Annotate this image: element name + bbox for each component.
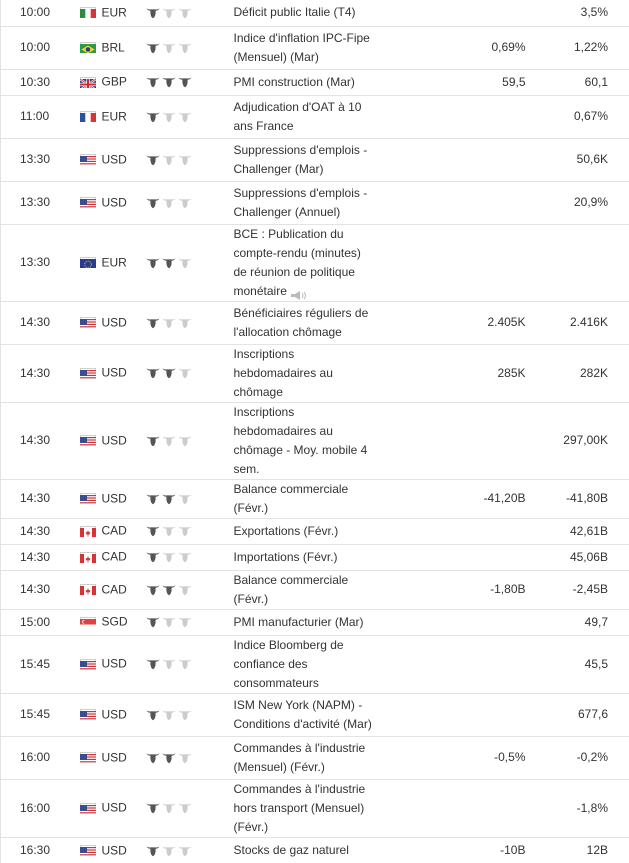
currency-cell — [80, 693, 146, 736]
forecast-value — [382, 138, 532, 181]
bull-icon — [162, 845, 176, 857]
speech-icon — [291, 287, 307, 296]
currency-cell — [80, 0, 146, 26]
currency-cell — [80, 26, 146, 69]
event-label[interactable]: ISM New York (NAPM) - Conditions d'activité (Mar) — [234, 698, 372, 731]
calendar-row[interactable] — [1, 26, 629, 69]
event-label[interactable]: Indice d'inflation IPC-Fipe (Mensuel) (Mar) — [234, 31, 370, 64]
event-name[interactable] — [234, 301, 382, 344]
bull-icon — [146, 493, 160, 505]
importance-rating — [146, 181, 234, 224]
event-name[interactable] — [234, 69, 382, 95]
currency-code: USD — [102, 433, 127, 447]
currency-code: CAD — [102, 582, 127, 596]
currency-code: EUR — [102, 255, 127, 269]
calendar-row[interactable] — [1, 635, 629, 693]
currency-cell — [80, 837, 146, 863]
importance-rating — [146, 570, 234, 609]
currency-cell — [80, 69, 146, 95]
calendar-row[interactable] — [1, 609, 629, 635]
event-time: 10:00 — [1, 26, 80, 69]
bull-icon — [178, 111, 192, 123]
bull-icon — [146, 317, 160, 329]
actual-value: -0,2% — [532, 736, 629, 779]
actual-value: 45,06B — [532, 544, 629, 570]
event-label[interactable]: PMI construction (Mar) — [234, 75, 355, 89]
flag-ca-icon — [80, 584, 96, 595]
flag-it-icon — [80, 7, 96, 18]
currency-cell — [80, 570, 146, 609]
flag-gb-icon — [80, 77, 96, 88]
importance-rating — [146, 69, 234, 95]
flag-us-icon — [80, 368, 96, 379]
event-name[interactable] — [234, 736, 382, 779]
bull-icon — [178, 658, 192, 670]
actual-value: 297,00K — [532, 402, 629, 479]
actual-value: 677,6 — [532, 693, 629, 736]
importance-rating — [146, 609, 234, 635]
bull-icon — [178, 76, 192, 88]
actual-value: 3,5% — [532, 0, 629, 26]
event-name[interactable] — [234, 138, 382, 181]
event-time: 14:30 — [1, 344, 80, 402]
bull-icon — [146, 7, 160, 19]
currency-code: USD — [102, 491, 127, 505]
bull-icon — [162, 257, 176, 269]
bull-icon — [162, 76, 176, 88]
bull-icon — [162, 42, 176, 54]
flag-us-icon — [80, 803, 96, 814]
event-label[interactable]: Stocks de gaz naturel — [234, 843, 349, 857]
bull-icon — [178, 709, 192, 721]
currency-cell — [80, 95, 146, 138]
importance-rating — [146, 224, 234, 301]
event-label[interactable]: Inscriptions hebdomadaires au chômage — [234, 347, 333, 399]
bull-icon — [146, 551, 160, 563]
currency-cell — [80, 301, 146, 344]
calendar-row[interactable] — [1, 344, 629, 402]
bull-icon — [146, 111, 160, 123]
actual-value: 282K — [532, 344, 629, 402]
forecast-value — [382, 544, 532, 570]
event-name[interactable] — [234, 693, 382, 736]
calendar-row[interactable] — [1, 402, 629, 479]
currency-cell — [80, 138, 146, 181]
currency-code: EUR — [102, 109, 127, 123]
importance-rating — [146, 779, 234, 837]
event-time: 14:30 — [1, 301, 80, 344]
currency-code: EUR — [102, 5, 127, 19]
bull-icon — [162, 802, 176, 814]
flag-us-icon — [80, 845, 96, 856]
bull-icon — [146, 154, 160, 166]
bull-icon — [162, 317, 176, 329]
calendar-row[interactable] — [1, 301, 629, 344]
currency-cell — [80, 635, 146, 693]
forecast-value — [382, 693, 532, 736]
event-label[interactable]: Inscriptions hebdomadaires au chômage - Moy. mobile 4 sem. — [234, 405, 368, 476]
bull-icon — [146, 197, 160, 209]
event-time: 11:00 — [1, 95, 80, 138]
calendar-row[interactable] — [1, 224, 629, 301]
bull-icon — [178, 845, 192, 857]
bull-icon — [178, 367, 192, 379]
actual-value: -2,45B — [532, 570, 629, 609]
bull-icon — [178, 257, 192, 269]
importance-rating — [146, 138, 234, 181]
calendar-row[interactable] — [1, 69, 629, 95]
actual-value: -1,8% — [532, 779, 629, 837]
forecast-value — [382, 224, 532, 301]
event-name[interactable] — [234, 0, 382, 26]
forecast-value: -41,20B — [382, 479, 532, 518]
event-name[interactable] — [234, 95, 382, 138]
calendar-row[interactable] — [1, 479, 629, 518]
event-time: 14:30 — [1, 479, 80, 518]
event-label[interactable]: Suppressions d'emplois - Challenger (Annuel) — [234, 186, 368, 219]
event-label[interactable]: Suppressions d'emplois - Challenger (Mar) — [234, 143, 368, 176]
bull-icon — [178, 154, 192, 166]
event-label[interactable]: Bénéficiaires réguliers de l'allocation chômage — [234, 306, 369, 339]
calendar-row[interactable] — [1, 570, 629, 609]
importance-rating — [146, 479, 234, 518]
bull-icon — [178, 584, 192, 596]
bull-icon — [162, 709, 176, 721]
actual-value: 50,6K — [532, 138, 629, 181]
bull-icon — [178, 7, 192, 19]
forecast-value: 285K — [382, 344, 532, 402]
actual-value: 1,22% — [532, 26, 629, 69]
calendar-row[interactable] — [1, 837, 629, 863]
actual-value: 2.416K — [532, 301, 629, 344]
bull-icon — [162, 616, 176, 628]
importance-rating — [146, 402, 234, 479]
bull-icon — [146, 525, 160, 537]
currency-code: SGD — [102, 615, 128, 629]
bull-icon — [178, 551, 192, 563]
bull-icon — [178, 802, 192, 814]
currency-cell — [80, 779, 146, 837]
event-name[interactable] — [234, 570, 382, 609]
bull-icon — [178, 42, 192, 54]
currency-code: USD — [102, 366, 127, 380]
bull-icon — [162, 493, 176, 505]
currency-cell — [80, 609, 146, 635]
event-time: 16:00 — [1, 779, 80, 837]
importance-rating — [146, 0, 234, 26]
bull-icon — [146, 435, 160, 447]
actual-value: 49,7 — [532, 609, 629, 635]
flag-ca-icon — [80, 552, 96, 563]
currency-code: USD — [102, 152, 127, 166]
event-name[interactable] — [234, 609, 382, 635]
flag-us-icon — [80, 659, 96, 670]
forecast-value: 0,69% — [382, 26, 532, 69]
event-name[interactable] — [234, 181, 382, 224]
bull-icon — [162, 435, 176, 447]
event-time: 14:30 — [1, 402, 80, 479]
flag-us-icon — [80, 154, 96, 165]
event-name[interactable] — [234, 635, 382, 693]
actual-value: 60,1 — [532, 69, 629, 95]
importance-rating — [146, 518, 234, 544]
actual-value: -41,80B — [532, 479, 629, 518]
forecast-value: -10B — [382, 837, 532, 863]
forecast-value — [382, 609, 532, 635]
bull-icon — [162, 551, 176, 563]
bull-icon — [162, 197, 176, 209]
event-name[interactable] — [234, 518, 382, 544]
forecast-value — [382, 518, 532, 544]
importance-rating — [146, 544, 234, 570]
currency-code: USD — [102, 195, 127, 209]
forecast-value — [382, 181, 532, 224]
bull-icon — [146, 709, 160, 721]
flag-us-icon — [80, 317, 96, 328]
event-label[interactable]: Indice Bloomberg de confiance des consommateurs — [234, 638, 344, 690]
event-time: 13:30 — [1, 224, 80, 301]
currency-cell — [80, 479, 146, 518]
currency-code: CAD — [102, 550, 127, 564]
bull-icon — [178, 616, 192, 628]
currency-cell — [80, 344, 146, 402]
flag-eu-icon — [80, 257, 96, 268]
event-time: 13:30 — [1, 181, 80, 224]
actual-value: 0,67% — [532, 95, 629, 138]
currency-cell — [80, 518, 146, 544]
event-label[interactable]: Balance commerciale (Févr.) — [234, 573, 349, 606]
forecast-value — [382, 779, 532, 837]
event-name[interactable] — [234, 402, 382, 479]
importance-rating — [146, 736, 234, 779]
currency-code: GBP — [102, 75, 127, 89]
event-label[interactable]: Exportations (Févr.) — [234, 524, 339, 538]
calendar-row[interactable] — [1, 736, 629, 779]
event-time: 13:30 — [1, 138, 80, 181]
currency-code: USD — [102, 750, 127, 764]
event-time: 10:00 — [1, 0, 80, 26]
calendar-row[interactable] — [1, 138, 629, 181]
currency-code: CAD — [102, 524, 127, 538]
currency-code: USD — [102, 843, 127, 857]
currency-code: USD — [102, 657, 127, 671]
event-name[interactable] — [234, 837, 382, 863]
flag-fr-icon — [80, 111, 96, 122]
event-name[interactable] — [234, 344, 382, 402]
flag-us-icon — [80, 435, 96, 446]
calendar-row[interactable] — [1, 544, 629, 570]
importance-rating — [146, 693, 234, 736]
calendar-row[interactable] — [1, 779, 629, 837]
flag-us-icon — [80, 709, 96, 720]
forecast-value — [382, 0, 532, 26]
bull-icon — [162, 525, 176, 537]
event-label[interactable]: Adjudication d'OAT à 10 ans France — [234, 100, 362, 133]
calendar-row[interactable] — [1, 181, 629, 224]
calendar-row[interactable] — [1, 0, 629, 26]
flag-us-icon — [80, 493, 96, 504]
bull-icon — [146, 658, 160, 670]
currency-cell — [80, 402, 146, 479]
currency-code: BRL — [102, 40, 125, 54]
event-time: 14:30 — [1, 544, 80, 570]
forecast-value: 2.405K — [382, 301, 532, 344]
event-time: 16:30 — [1, 837, 80, 863]
forecast-value: 59,5 — [382, 69, 532, 95]
currency-cell — [80, 224, 146, 301]
event-time: 15:00 — [1, 609, 80, 635]
calendar-row[interactable] — [1, 518, 629, 544]
bull-icon — [146, 584, 160, 596]
currency-cell — [80, 736, 146, 779]
bull-icon — [178, 493, 192, 505]
bull-icon — [146, 616, 160, 628]
event-label[interactable]: Commandes à l'industrie hors transport (Mensuel) (Févr.) — [234, 782, 366, 834]
bull-icon — [146, 257, 160, 269]
actual-value: 42,61B — [532, 518, 629, 544]
forecast-value: -1,80B — [382, 570, 532, 609]
event-time: 15:45 — [1, 693, 80, 736]
event-label[interactable]: Déficit public Italie (T4) — [234, 5, 356, 19]
importance-rating — [146, 95, 234, 138]
bull-icon — [178, 525, 192, 537]
calendar-row[interactable] — [1, 693, 629, 736]
currency-code: USD — [102, 315, 127, 329]
event-time: 14:30 — [1, 518, 80, 544]
importance-rating — [146, 301, 234, 344]
bull-icon — [146, 845, 160, 857]
flag-ca-icon — [80, 526, 96, 537]
importance-rating — [146, 26, 234, 69]
event-name[interactable] — [234, 779, 382, 837]
forecast-value: -0,5% — [382, 736, 532, 779]
currency-cell — [80, 181, 146, 224]
calendar-row[interactable] — [1, 95, 629, 138]
event-name[interactable] — [234, 544, 382, 570]
bull-icon — [162, 584, 176, 596]
bull-icon — [178, 317, 192, 329]
event-time: 10:30 — [1, 69, 80, 95]
bull-icon — [178, 435, 192, 447]
event-label[interactable]: Importations (Févr.) — [234, 550, 338, 564]
event-name[interactable] — [234, 479, 382, 518]
event-time: 14:30 — [1, 570, 80, 609]
importance-rating — [146, 344, 234, 402]
flag-us-icon — [80, 197, 96, 208]
flag-br-icon — [80, 42, 96, 53]
forecast-value — [382, 402, 532, 479]
event-label[interactable]: Balance commerciale (Févr.) — [234, 482, 349, 515]
bull-icon — [162, 658, 176, 670]
actual-value: 12B — [532, 837, 629, 863]
importance-rating — [146, 837, 234, 863]
currency-code: USD — [102, 801, 127, 815]
bull-icon — [162, 154, 176, 166]
bull-icon — [162, 111, 176, 123]
event-label[interactable]: Commandes à l'industrie (Mensuel) (Févr.) — [234, 741, 366, 774]
bull-icon — [162, 367, 176, 379]
forecast-value — [382, 635, 532, 693]
bull-icon — [178, 197, 192, 209]
actual-value: 20,9% — [532, 181, 629, 224]
bull-icon — [146, 42, 160, 54]
event-name[interactable] — [234, 26, 382, 69]
bull-icon — [146, 367, 160, 379]
calendar-body — [1, 0, 629, 863]
event-label[interactable]: BCE : Publication du compte-rendu (minutes) de réunion de politique monétaire — [234, 227, 361, 298]
bull-icon — [146, 76, 160, 88]
forecast-value — [382, 95, 532, 138]
bull-icon — [162, 7, 176, 19]
actual-value — [532, 224, 629, 301]
flag-sg-icon — [80, 617, 96, 628]
currency-code: USD — [102, 707, 127, 721]
currency-cell — [80, 544, 146, 570]
event-name[interactable] — [234, 224, 382, 301]
actual-value: 45,5 — [532, 635, 629, 693]
bull-icon — [146, 802, 160, 814]
event-time: 16:00 — [1, 736, 80, 779]
importance-rating — [146, 635, 234, 693]
event-label[interactable]: PMI manufacturier (Mar) — [234, 615, 364, 629]
event-time: 15:45 — [1, 635, 80, 693]
